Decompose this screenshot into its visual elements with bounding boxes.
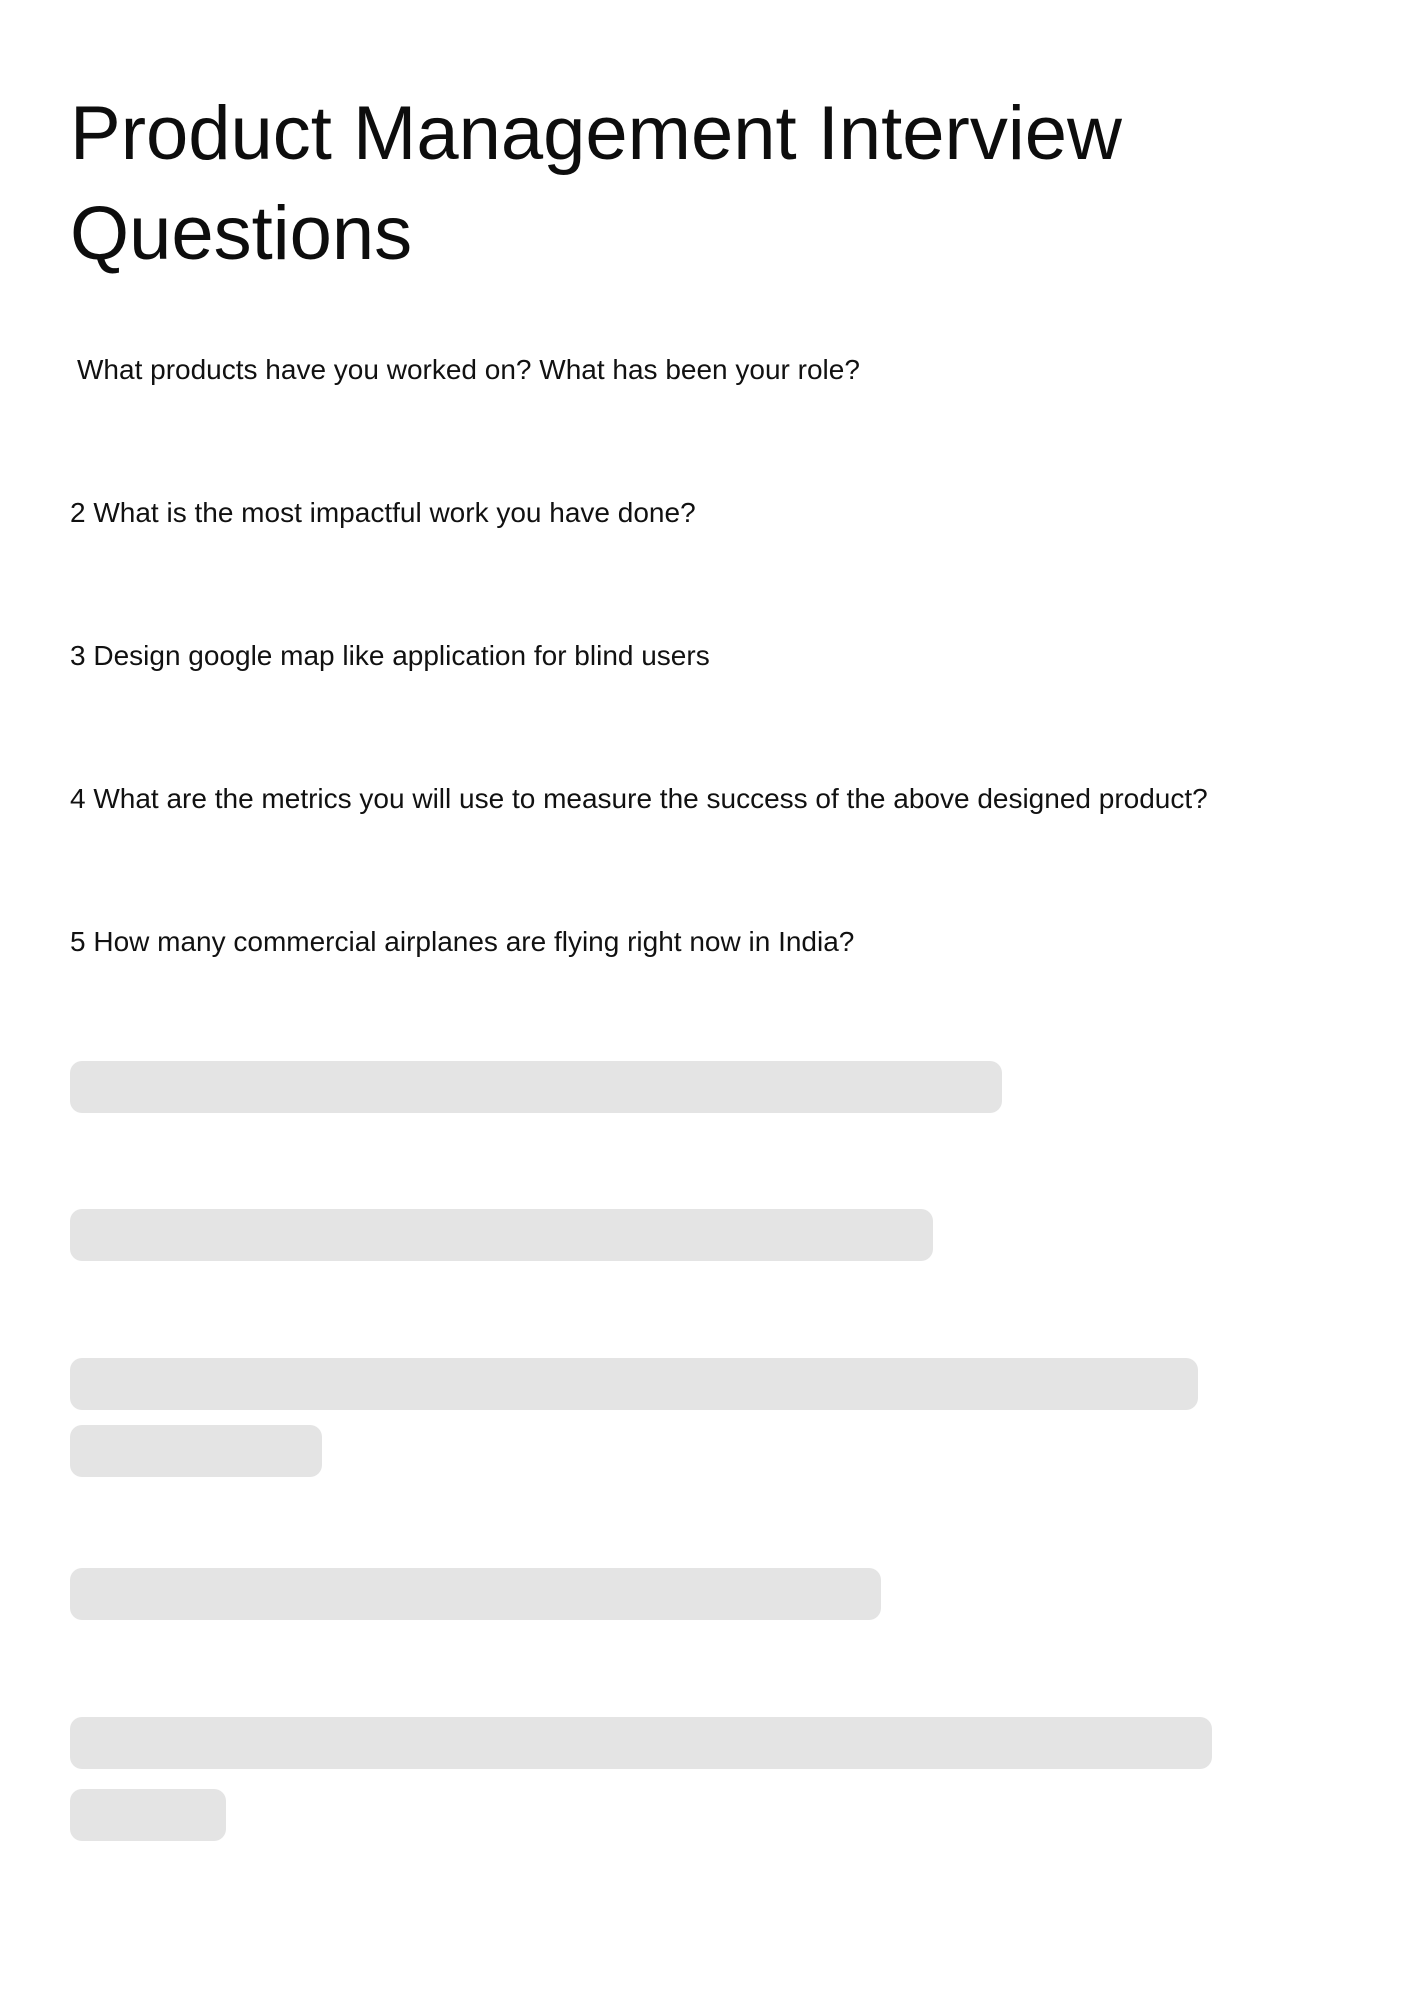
redacted-text-block (70, 1209, 933, 1261)
question-item-2: 2 What is the most impactful work you have done? (70, 497, 696, 528)
redacted-text-block (70, 1717, 1212, 1769)
document-title: Product Management Interview Questions (70, 91, 1122, 276)
redacted-text-block (70, 1789, 226, 1841)
question-item-3: 3 Design google map like application for blind users (70, 640, 710, 671)
question-item-5: 5 How many commercial airplanes are flying right now in India? (70, 926, 855, 957)
question-item-4: 4 What are the metrics you will use to measure the success of the above designed product? (70, 783, 1208, 814)
redacted-text-block (70, 1425, 322, 1477)
redacted-text-block (70, 1358, 1198, 1410)
redacted-text-block (70, 1568, 881, 1620)
redacted-text-block (70, 1061, 1002, 1113)
question-item-1: What products have you worked on? What has been your role? (77, 354, 860, 385)
